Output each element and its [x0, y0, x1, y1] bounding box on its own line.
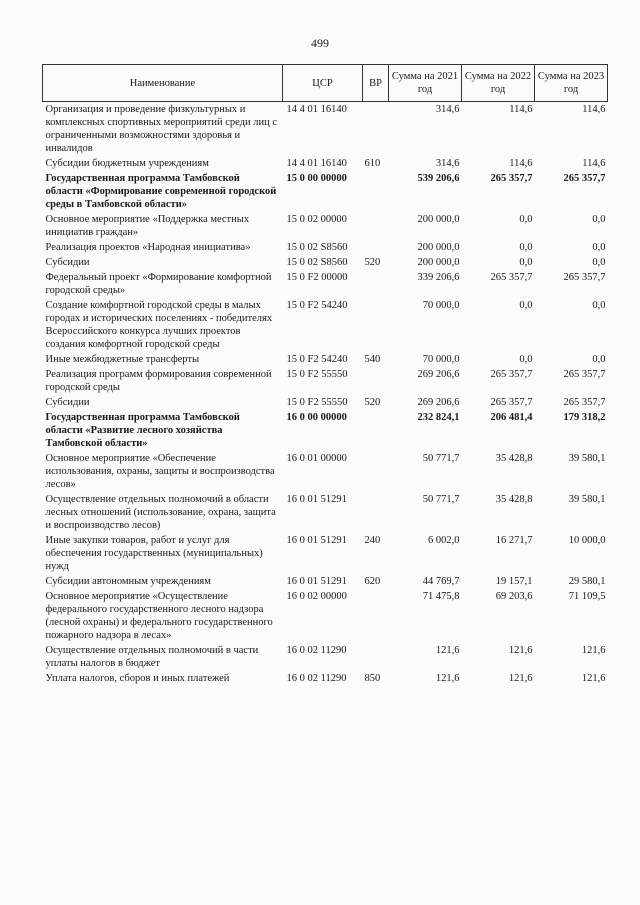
cell-vr: 520 [364, 257, 381, 268]
cell-sum-2022: 0,0 [519, 300, 533, 311]
cell-sum-2021: 539 206,6 [417, 173, 460, 184]
cell-csr: 14 4 01 16140 [286, 104, 347, 115]
cell-sum-2023: 39 580,1 [568, 494, 606, 505]
cell-name: Уплата налогов, сборов и иных платежей [45, 673, 230, 684]
table-row [43, 171, 608, 212]
cell-csr: 16 0 01 51291 [286, 535, 347, 546]
cell-sum-2021: 314,6 [435, 158, 460, 169]
cell-csr: 15 0 F2 00000 [286, 272, 348, 283]
cell-vr [363, 643, 389, 671]
cell-vr [363, 298, 389, 352]
table-row [43, 102, 608, 157]
cell-vr: 620 [364, 576, 381, 587]
table-row [43, 643, 608, 671]
cell-sum-2022: 114,6 [509, 158, 533, 169]
cell-sum-2021: 6 002,0 [428, 535, 460, 546]
header-vr: ВР [363, 65, 389, 102]
table-row [43, 367, 608, 395]
cell-sum-2021: 232 824,1 [417, 412, 460, 423]
cell-sum-2023: 0,0 [592, 300, 606, 311]
cell-sum-2021: 339 206,6 [417, 272, 460, 283]
cell-csr: 16 0 02 00000 [286, 591, 347, 602]
cell-sum-2023: 0,0 [592, 354, 606, 365]
table-row [43, 395, 608, 410]
cell-name: Субсидии [45, 397, 90, 408]
cell-sum-2023: 71 109,5 [568, 591, 606, 602]
cell-sum-2021: 200 000,0 [417, 214, 460, 225]
cell-sum-2022: 121,6 [508, 645, 533, 656]
cell-sum-2021: 71 475,8 [422, 591, 460, 602]
table-row [43, 156, 608, 171]
cell-csr: 15 0 F2 54240 [286, 354, 348, 365]
cell-sum-2023: 114,6 [582, 104, 606, 115]
cell-vr: 540 [364, 354, 381, 365]
cell-sum-2023: 265 357,7 [563, 369, 606, 380]
table-row [43, 492, 608, 533]
table-row [43, 574, 608, 589]
table-row [43, 255, 608, 270]
table-row [43, 298, 608, 352]
table-row [43, 270, 608, 298]
cell-sum-2022: 19 157,1 [495, 576, 533, 587]
cell-sum-2021: 269 206,6 [417, 397, 460, 408]
cell-name: Создание комфортной городской среды в малых городах и исторических поселениях - победителях Всероссийского конкурса лучших проектов создания комфортной городской среды [45, 300, 273, 350]
cell-vr [363, 367, 389, 395]
table-row [43, 671, 608, 686]
cell-vr [363, 589, 389, 643]
cell-sum-2022: 0,0 [519, 257, 533, 268]
table-row [43, 212, 608, 240]
cell-csr: 16 0 01 51291 [286, 576, 347, 587]
cell-sum-2022: 265 357,7 [490, 369, 533, 380]
cell-csr: 15 0 02 00000 [286, 214, 347, 225]
cell-sum-2022: 0,0 [519, 214, 533, 225]
cell-sum-2023: 121,6 [581, 645, 606, 656]
cell-vr: 520 [364, 397, 381, 408]
table-row [43, 589, 608, 643]
cell-vr [363, 270, 389, 298]
cell-vr [363, 410, 389, 451]
cell-sum-2023: 121,6 [581, 673, 606, 684]
cell-sum-2021: 121,6 [435, 673, 460, 684]
cell-sum-2021: 70 000,0 [422, 354, 460, 365]
cell-name: Субсидии автономным учреждениям [45, 576, 211, 587]
cell-csr: 15 0 00 00000 [286, 173, 347, 184]
cell-sum-2022: 69 203,6 [495, 591, 533, 602]
cell-name: Основное мероприятие «Поддержка местных инициатив граждан» [45, 214, 250, 238]
cell-sum-2023: 114,6 [582, 158, 606, 169]
header-sum-2021: Сумма на 2021 год [389, 65, 462, 102]
cell-vr: 610 [364, 158, 381, 169]
cell-sum-2022: 0,0 [519, 242, 533, 253]
cell-sum-2023: 0,0 [592, 242, 606, 253]
cell-sum-2022: 206 481,4 [490, 412, 533, 423]
table-row [43, 410, 608, 451]
cell-name: Субсидии [45, 257, 90, 268]
cell-sum-2022: 121,6 [508, 673, 533, 684]
cell-sum-2022: 265 357,7 [490, 272, 533, 283]
header-sum-2022: Сумма на 2022 год [462, 65, 535, 102]
cell-name: Организация и проведение физкультурных и комплексных спортивных мероприятий среди лиц с ограниченными возможностями здоровья и инвалидов [45, 104, 278, 154]
cell-csr: 16 0 02 11290 [286, 673, 347, 684]
cell-sum-2022: 114,6 [509, 104, 533, 115]
cell-name: Осуществление отдельных полномочий в области лесных отношений (использование, охрана, защита и воспроизводство лесов) [45, 494, 276, 531]
cell-sum-2023: 0,0 [592, 257, 606, 268]
cell-csr: 16 0 01 00000 [286, 453, 347, 464]
cell-csr: 15 0 F2 54240 [286, 300, 348, 311]
cell-sum-2021: 200 000,0 [417, 242, 460, 253]
cell-name: Иные межбюджетные трансферты [45, 354, 200, 365]
cell-name: Государственная программа Тамбовской области «Развитие лесного хозяйства Тамбовской области» [45, 412, 240, 449]
cell-name: Основное мероприятие «Осуществление федерального государственного лесного надзора (лесной охраны) и федерального государственного пожарного надзора в лесах» [45, 591, 273, 641]
table-row [43, 451, 608, 492]
header-sum-2023: Сумма на 2023 год [535, 65, 608, 102]
cell-sum-2023: 10 000,0 [568, 535, 606, 546]
cell-sum-2021: 314,6 [435, 104, 460, 115]
cell-name: Основное мероприятие «Обеспечение использования, охраны, защиты и воспроизводства лесов» [45, 453, 275, 490]
cell-vr [363, 171, 389, 212]
cell-sum-2022: 35 428,8 [495, 453, 533, 464]
cell-name: Государственная программа Тамбовской области «Формирование современной городской среды в Тамбовской области» [45, 173, 277, 210]
cell-csr: 16 0 01 51291 [286, 494, 347, 505]
cell-sum-2023: 265 357,7 [563, 272, 606, 283]
cell-name: Субсидии бюджетным учреждениям [45, 158, 209, 169]
table-row [43, 352, 608, 367]
table-row [43, 533, 608, 574]
cell-sum-2021: 121,6 [435, 645, 460, 656]
cell-csr: 16 0 00 00000 [286, 412, 347, 423]
cell-sum-2023: 39 580,1 [568, 453, 606, 464]
cell-sum-2022: 35 428,8 [495, 494, 533, 505]
budget-table [42, 64, 608, 686]
cell-sum-2021: 44 769,7 [422, 576, 460, 587]
cell-csr: 15 0 02 S8560 [286, 242, 348, 253]
cell-sum-2023: 265 357,7 [563, 397, 606, 408]
cell-sum-2023: 0,0 [592, 214, 606, 225]
cell-vr [363, 102, 389, 157]
cell-name: Федеральный проект «Формирование комфортной городской среды» [45, 272, 272, 296]
table-row [43, 240, 608, 255]
cell-csr: 14 4 01 16140 [286, 158, 347, 169]
cell-csr: 15 0 F2 55550 [286, 369, 348, 380]
cell-sum-2023: 265 357,7 [563, 173, 606, 184]
header-name: Наименование [43, 65, 283, 102]
cell-vr: 850 [364, 673, 381, 684]
header-csr: ЦСР [283, 65, 363, 102]
table-header-row [43, 65, 608, 102]
cell-sum-2021: 70 000,0 [422, 300, 460, 311]
cell-vr [363, 240, 389, 255]
cell-sum-2023: 179 318,2 [563, 412, 606, 423]
cell-csr: 15 0 02 S8560 [286, 257, 348, 268]
cell-vr: 240 [364, 535, 381, 546]
cell-sum-2021: 269 206,6 [417, 369, 460, 380]
cell-vr [363, 492, 389, 533]
cell-name: Иные закупки товаров, работ и услуг для обеспечения государственных (муниципальных) нужд [45, 535, 263, 572]
cell-sum-2023: 29 580,1 [568, 576, 606, 587]
cell-vr [363, 212, 389, 240]
page-number: 499 [311, 36, 329, 50]
cell-csr: 15 0 F2 55550 [286, 397, 348, 408]
cell-sum-2021: 50 771,7 [422, 494, 460, 505]
cell-name: Реализация программ формирования современной городской среды [45, 369, 272, 393]
cell-vr [363, 451, 389, 492]
cell-sum-2021: 200 000,0 [417, 257, 460, 268]
cell-sum-2022: 0,0 [519, 354, 533, 365]
cell-sum-2022: 16 271,7 [495, 535, 533, 546]
cell-name: Реализация проектов «Народная инициатива» [45, 242, 251, 253]
cell-csr: 16 0 02 11290 [286, 645, 347, 656]
cell-sum-2021: 50 771,7 [422, 453, 460, 464]
cell-name: Осуществление отдельных полномочий в части уплаты налогов в бюджет [45, 645, 259, 669]
cell-sum-2022: 265 357,7 [490, 397, 533, 408]
cell-sum-2022: 265 357,7 [490, 173, 533, 184]
